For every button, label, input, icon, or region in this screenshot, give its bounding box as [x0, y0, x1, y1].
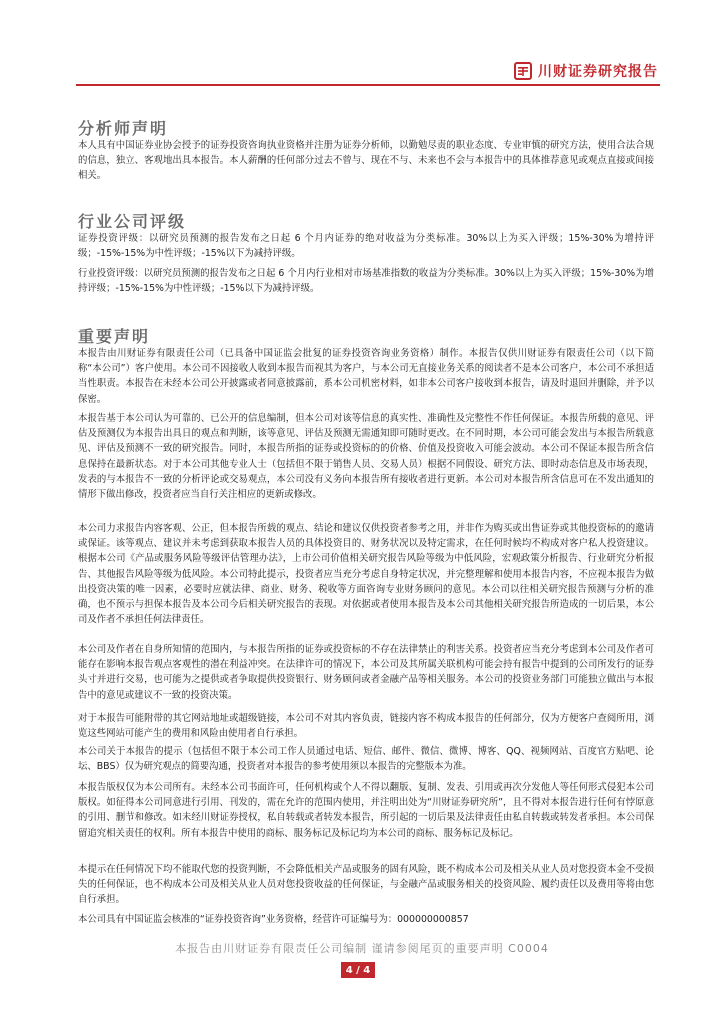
footer-note: 本报告由川财证券有限责任公司编制 谨请参阅尾页的重要声明 C0004 — [175, 942, 549, 955]
disclaimer-paragraph: 本报告版权仅为本公司所有。未经本公司书面许可，任何机构或个人不得以翻版、复制、发表、引用或再次分发他人等任何形式侵犯本公司版权。如征得本公司同意进行引用、刊发的，需在允许的范围内使用，并注明出处为“川财证券研究所”，且不得对本报告进行任何有悖原意的引用、删节和修改。如未经川财证券授权，私自转载或者转发本报告，所引起的一切后果及法律责任由私自转载或转发者承担。本公司保留追究相关责任的权利。所有本报告中使用的商标、服务标记及标记均为本公司的商标、服务标记及标记。 — [78, 782, 654, 839]
brand-name: 川财证券研究报告 — [538, 64, 658, 80]
disclaimer-paragraph: 本报告基于本公司认为可靠的、已公开的信息编制，但本公司对该等信息的真实性、准确性及完整性不作任何保证。本报告所载的意见、评估及预测仅为本报告出具日的观点和判断，该等意见、评估及预测无需通知即可随时更改。在不同时期，本公司可能会发出与本报告所载意见、评估及预测不一致的研究报告。同时，本报告所指的证券或投资标的的价格、价值及投资收入可能会波动。本公司不保证本报告所含信息保持在最新状态。对于本公司其他专业人士（包括但不限于销售人员、交易人员）根据不同假设、研究方法、即时动态信息及市场表现，发表的与本报告不一致的分析评论或交易观点，本公司没有义务向本报告所有接收者进行更新。本公司对本报告所含信息可在不发出通知的情形下做出修改，投资者应当自行关注相应的更新或修改。 — [78, 413, 654, 501]
section-title-rating: 行业公司评级 — [78, 212, 187, 231]
disclaimer-paragraph: 本公司及作者在自身所知情的范围内，与本报告所指的证券或投资标的不存在法律禁止的利害关系。投资者应当充分考虑到本公司及作者可能存在影响本报告观点客观性的潜在利益冲突。在法律许可的情况下，本公司及其所属关联机构可能会持有报告中提到的公司所发行的证券头寸并进行交易，也可能为之提供或者争取提供投资银行、财务顾问或者金融产品等相关服务。本公司的投资业务部门可能独立做出与本报告中的意见或建议不一致的投资决策。 — [78, 644, 654, 701]
rating-paragraph-industry: 行业投资评级：以研究员预测的报告发布之日起 6 个月内行业相对市场基准指数的收益为分类标准。30%以上为买入评级；15%-30%为增持评级；-15%-15%为中性评级；-15%以下为减持评级。 — [78, 268, 654, 295]
header-divider — [76, 84, 660, 86]
section-title-disclaimer: 重要声明 — [78, 327, 151, 346]
chuancai-logo-icon — [514, 62, 532, 80]
brand — [514, 60, 658, 82]
analyst-paragraph: 本人具有中国证券业协会授予的证券投资咨询执业资格并注册为证券分析师，以勤勉尽责的职业态度、专业审慎的研究方法，使用合法合规的信息，独立、客观地出具本报告。本人薪酬的任何部分过去不曾与、现在不与、未来也不会与本报告中的具体推荐意见或观点直接或间接相关。 — [78, 140, 654, 182]
disclaimer-paragraph: 对于本报告可能附带的其它网站地址或超级链接，本公司不对其内容负责，链接内容不构成本报告的任何部分，仅为方便客户查阅所用，浏览这些网站可能产生的费用和风险由使用者自行承担。 — [78, 713, 654, 740]
disclaimer-paragraph: 本报告由川财证券有限责任公司（已具备中国证监会批复的证券投资咨询业务资格）制作。本报告仅供川财证券有限责任公司（以下简称“本公司”）客户使用。本公司不因接收人收到本报告而视其为客户，与本公司无直接业务关系的阅读者不是本公司客户，本公司不承担适当性职责。本报告在未经本公司公开披露或者同意披露前，系本公司机密材料，如非本公司客户接收到本报告，请及时退回并删除，并予以保密。 — [78, 348, 654, 405]
disclaimer-paragraph: 本提示在任何情况下均不能取代您的投资判断，不会降低相关产品或服务的固有风险，既不构成本公司及相关从业人员对您投资本金不受损失的任何保证，也不构成本公司及相关从业人员对您投资收益的任何保证，与金融产品或服务相关的投资风险、履约责任以及费用等将由您自行承担。 — [78, 864, 654, 906]
page-number-badge: 4 / 4 — [341, 962, 375, 978]
rating-paragraph-stock: 证券投资评级：以研究员预测的报告发布之日起 6 个月内证券的绝对收益为分类标准。30%以上为买入评级；15%-30%为增持评级；-15%-15%为中性评级；-15%以下为减持评级。 — [78, 233, 654, 260]
disclaimer-paragraph: 本公司力求报告内容客观、公正，但本报告所载的观点、结论和建议仅供投资者参考之用，并非作为购买或出售证券或其他投资标的的邀请或保证。该等观点、建议并未考虑到获取本报告人员的具体投资目的、财务状况以及特定需求，在任何时候均不构成对客户私人投资建议。根据本公司《产品或服务风险等级评估管理办法》，上市公司价值相关研究报告风险等级为中低风险，宏观政策分析报告、行业研究分析报告、其他报告风险等级为低风险。本公司特此提示，投资者应当充分考虑自身特定状况，并完整理解和使用本报告内容，不应视本报告为做出投资决策的唯一因素，必要时应就法律、商业、财务、税收等方面咨询专业财务顾问的意见。本公司以往相关研究报告预测与分析的准确，也不预示与担保本报告及本公司今后相关研究报告的表现。对依据或者使用本报告及本公司其他相关研究报告所造成的一切后果，本公司及作者不承担任何法律责任。 — [78, 523, 654, 626]
license-paragraph: 本公司具有中国证监会核准的“证券投资咨询”业务资格，经营许可证编号为：000000000857 — [78, 914, 469, 925]
disclaimer-paragraph: 本公司关于本报告的提示（包括但不限于本公司工作人员通过电话、短信、邮件、微信、微博、博客、QQ、视频网站、百度官方贴吧、论坛、BBS）仅为研究观点的简要沟通，投资者对本报告的参考使用须以本报告的完整版本为准。 — [78, 746, 654, 773]
page-header — [0, 0, 724, 88]
section-title-analyst: 分析师声明 — [78, 119, 169, 138]
